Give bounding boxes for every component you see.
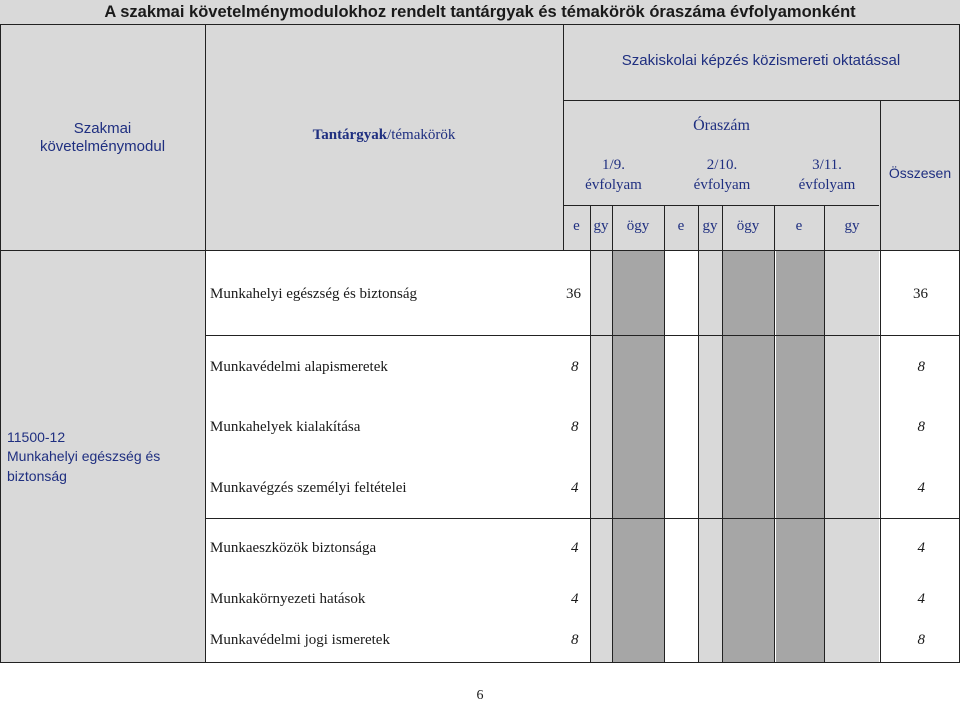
topic-name: Munkahelyek kialakítása (210, 419, 361, 435)
subcol-gy-2: gy (702, 218, 718, 234)
year1-e-value: 4 (571, 591, 579, 607)
year1-e-value: 36 (566, 286, 581, 302)
subcol-ogy-1: ögy (626, 218, 650, 234)
ogy-column-2 (722, 250, 774, 662)
year2-gy-column (698, 250, 722, 662)
module-column-header: Szakmai követelménymodul (39, 120, 166, 155)
topic-name: Munkakörnyezeti hatások (210, 591, 366, 607)
subcol-gy-1: gy (593, 218, 609, 234)
total-value: 8 (917, 632, 925, 648)
hours-header: Óraszám (693, 117, 750, 134)
module-name-line2: biztonság (7, 468, 67, 484)
training-type-header: Szakiskolai képzés közismereti oktatással (621, 52, 901, 69)
page-number: 6 (476, 688, 484, 703)
topic-name: Munkaeszközök biztonsága (210, 540, 377, 556)
total-value: 8 (917, 419, 925, 435)
subcol-gy-3: gy (844, 218, 860, 234)
topic-name: Munkavédelmi alapismeretek (210, 359, 388, 375)
topic-name: Munkavédelmi jogi ismeretek (210, 632, 390, 648)
total-value: 36 (913, 286, 928, 302)
subjects-header-bold: Tantárgyak (312, 127, 388, 143)
subcol-e-1: e (573, 218, 580, 234)
ogy-column-1 (612, 250, 664, 662)
year1-e-value: 4 (571, 540, 579, 556)
total-value: 4 (917, 480, 925, 496)
total-value: 8 (917, 359, 925, 375)
year1-e-value: 8 (571, 632, 579, 648)
year1-gy-column (590, 250, 612, 662)
module-code: 11500-12 (7, 429, 66, 445)
subjects-header-rest: /témakörök (387, 127, 456, 143)
module-name-line1: Munkahelyi egészség és (7, 448, 161, 464)
topic-name: Munkavégzés személyi feltételei (210, 480, 407, 496)
subcol-e-3: e (795, 218, 803, 234)
year1-e-value: 8 (571, 419, 579, 435)
subject-name: Munkahelyi egészség és biztonság (210, 286, 418, 302)
total-header: Összesen (888, 165, 952, 181)
subcol-e-2: e (677, 218, 685, 234)
subjects-column-header (205, 127, 563, 144)
total-value: 4 (917, 591, 925, 607)
subcol-ogy-2: ögy (736, 218, 760, 234)
year1-e-value: 8 (571, 359, 579, 375)
year3-column-e (776, 250, 824, 662)
total-value: 4 (917, 540, 925, 556)
year3-column-gy (824, 250, 879, 662)
year1-e-value: 4 (571, 480, 579, 496)
page-title: A szakmai követelménymodulokhoz rendelt tantárgyak és témakörök óraszáma évfolyamonként (0, 0, 960, 24)
